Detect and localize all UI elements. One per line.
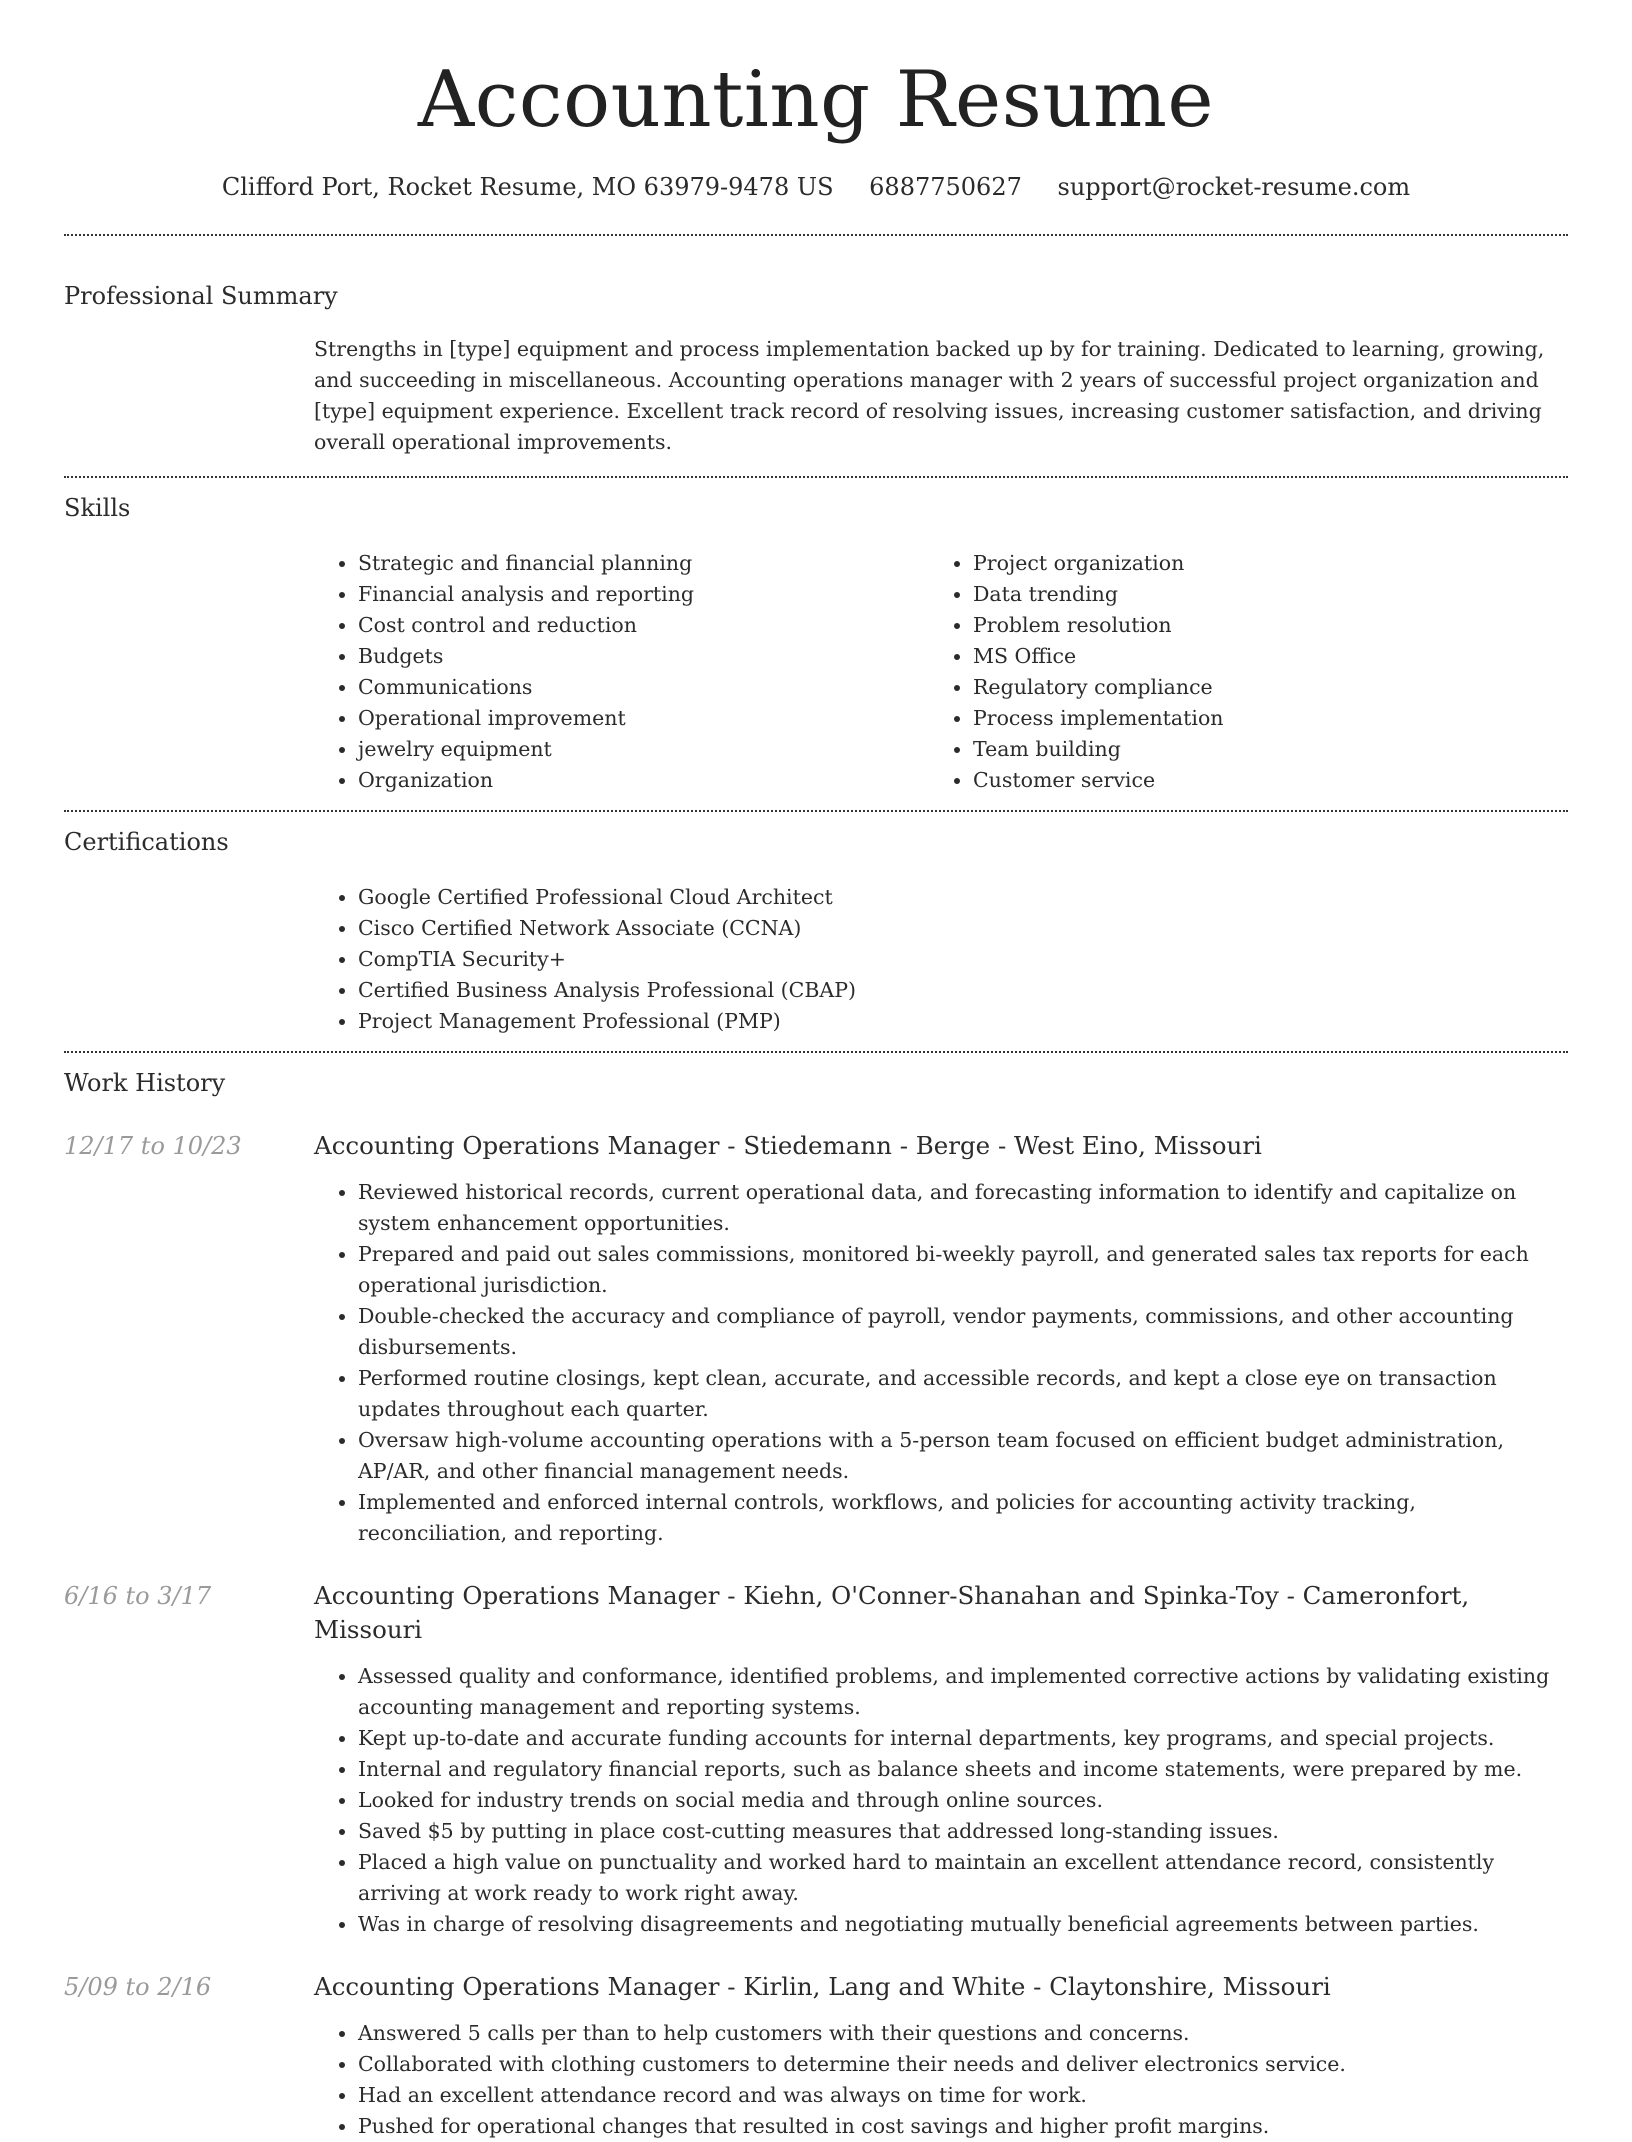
skill-item: • Cost control and reduction	[358, 610, 929, 641]
skills-column-left	[314, 548, 929, 796]
skill-item: • Customer service	[973, 765, 1544, 796]
contact-address: Clifford Port, Rocket Resume, MO 63979-9478 US	[221, 173, 834, 201]
job-bullet: • Placed a high value on punctuality and worked hard to maintain an excellent attendance record, consistently arriving at work ready to work right away.	[358, 1847, 1568, 1909]
work-history-section	[64, 1053, 1568, 2142]
section-title-skills: Skills	[64, 494, 131, 522]
skill-item: • Organization	[358, 765, 929, 796]
contact-email: support@rocket-resume.com	[1057, 173, 1411, 201]
job-entry	[64, 1579, 1568, 1940]
job-entry	[64, 1970, 1568, 2142]
job-dates: 5/09 to 2/16	[64, 1973, 212, 2001]
section-title-certifications: Certifications	[64, 828, 229, 856]
section-title-work-history: Work History	[64, 1069, 226, 1097]
summary-section	[64, 236, 1568, 458]
job-bullet: • Oversaw high-volume accounting operations with a 5-person team focused on efficient budget administration, AP/AR, and other financial management needs.	[358, 1425, 1568, 1487]
job-bullet: • Double-checked the accuracy and compliance of payroll, vendor payments, commissions, and other accounting disbursements.	[358, 1301, 1568, 1363]
skill-item: • Communications	[358, 672, 929, 703]
skills-section	[64, 478, 1568, 796]
job-title: Accounting Operations Manager - Kirlin, Lang and White - Claytonshire, Missouri	[314, 1972, 1331, 2001]
certification-item: • Project Management Professional (PMP)	[358, 1006, 1568, 1037]
job-bullet: • Performed routine closings, kept clean, accurate, and accessible records, and kept a close eye on transaction updates throughout each quarter.	[358, 1363, 1568, 1425]
job-bullet: • Implemented and enforced internal controls, workflows, and policies for accounting activity tracking, reconciliation, and reporting.	[358, 1487, 1568, 1549]
job-bullet: • Prepared and paid out sales commissions, monitored bi-weekly payroll, and generated sales tax reports for each operational jurisdiction.	[358, 1239, 1568, 1301]
certification-item: • Google Certified Professional Cloud Architect	[358, 882, 1568, 913]
skill-item: • Problem resolution	[973, 610, 1544, 641]
contact-phone: 6887750627	[869, 173, 1022, 201]
job-bullet: • Collaborated with clothing customers to determine their needs and deliver electronics service.	[358, 2049, 1568, 2080]
skill-item: • Strategic and financial planning	[358, 548, 929, 579]
certification-item: • Certified Business Analysis Professional (CBAP)	[358, 975, 1568, 1006]
skill-item: • MS Office	[973, 641, 1544, 672]
job-entry	[64, 1129, 1568, 1549]
job-bullet: • Looked for industry trends on social media and through online sources.	[358, 1785, 1568, 1816]
job-bullet: • Had an excellent attendance record and was always on time for work.	[358, 2080, 1568, 2111]
certifications-section	[64, 812, 1568, 1037]
job-dates: 12/17 to 10/23	[64, 1132, 242, 1160]
contact-line	[64, 170, 1568, 204]
certifications-list	[314, 882, 1568, 1037]
job-bullet: • Kept up-to-date and accurate funding accounts for internal departments, key programs, and special projects.	[358, 1723, 1568, 1754]
job-bullets	[314, 1177, 1568, 1549]
skill-item: • Process implementation	[973, 703, 1544, 734]
skill-item: • Regulatory compliance	[973, 672, 1544, 703]
certification-item: • CompTIA Security+	[358, 944, 1568, 975]
job-bullet: • Was in charge of resolving disagreements and negotiating mutually beneficial agreements between parties.	[358, 1909, 1568, 1940]
job-dates: 6/16 to 3/17	[64, 1582, 212, 1610]
section-title-summary: Professional Summary	[64, 282, 338, 310]
summary-text: Strengths in [type] equipment and process implementation backed up by for training. Dedicated to learning, growing, and succeeding in miscellaneous. Accounting operations manager with 2 years of successful project organization and [type] equipment experience. Excellent track record of resolving issues, increasing customer satisfaction, and driving overall operational improvements.	[314, 337, 1545, 454]
skills-column-right	[929, 548, 1544, 796]
skill-item: • jewelry equipment	[358, 734, 929, 765]
skill-item: • Data trending	[973, 579, 1544, 610]
skill-item: • Financial analysis and reporting	[358, 579, 929, 610]
job-bullet: • Reviewed historical records, current operational data, and forecasting information to identify and capitalize on system enhancement opportunities.	[358, 1177, 1568, 1239]
resume-header	[64, 0, 1568, 204]
skills-grid	[314, 548, 1568, 796]
resume-title: Accounting Resume	[417, 55, 1215, 145]
job-title: Accounting Operations Manager - Kiehn, O'Conner-Shanahan and Spinka-Toy - Cameronfort, Missouri	[314, 1581, 1470, 1644]
job-bullet: • Pushed for operational changes that resulted in cost savings and higher profit margins.	[358, 2111, 1568, 2142]
job-bullet: • Internal and regulatory financial reports, such as balance sheets and income statements, were prepared by me.	[358, 1754, 1568, 1785]
skill-item: • Operational improvement	[358, 703, 929, 734]
certification-item: • Cisco Certified Network Associate (CCNA)	[358, 913, 1568, 944]
job-bullets	[314, 1661, 1568, 1940]
skill-item: • Team building	[973, 734, 1544, 765]
skill-item: • Budgets	[358, 641, 929, 672]
skill-item: • Project organization	[973, 548, 1544, 579]
job-bullet: • Assessed quality and conformance, identified problems, and implemented corrective actions by validating existing accounting management and reporting systems.	[358, 1661, 1568, 1723]
job-title: Accounting Operations Manager - Stiedemann - Berge - West Eino, Missouri	[314, 1131, 1262, 1160]
job-bullets	[314, 2018, 1568, 2142]
job-bullet: • Answered 5 calls per than to help customers with their questions and concerns.	[358, 2018, 1568, 2049]
job-bullet: • Saved $5 by putting in place cost-cutting measures that addressed long-standing issues.	[358, 1816, 1568, 1847]
